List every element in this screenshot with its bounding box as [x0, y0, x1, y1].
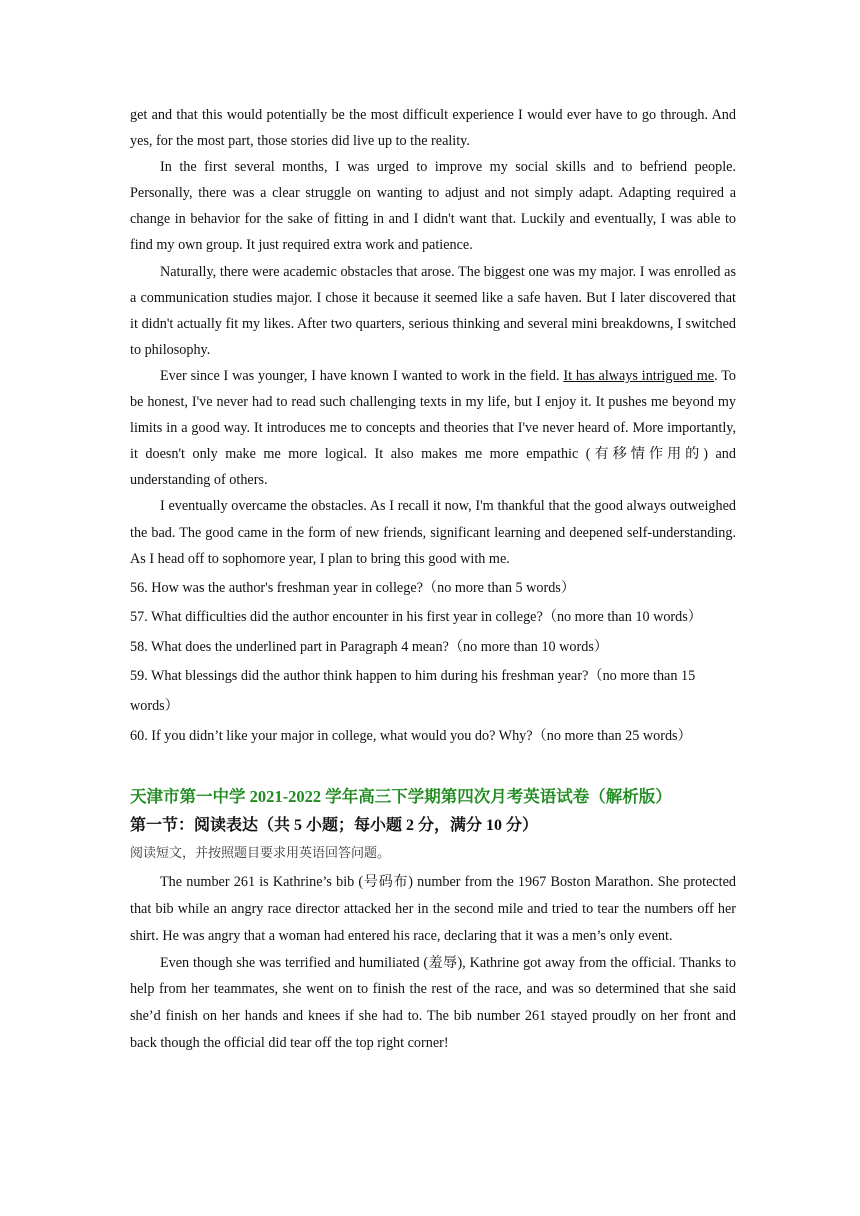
- document-page: [130, 102, 736, 1057]
- question-60: 60. If you didn’t like your major in college, what would you do? Why?（no more than 25 words）: [130, 727, 692, 744]
- paragraph-4-text-end: . To be honest, I've never had to read such challenging texts in my life, but I enjoy it. It pushes me beyond my limits in a good way. It introduces me to concepts and theories that I've never heard of. More importantly, it doesn't only make me more logical. It also makes me more empathic (有移情作用的) and understanding of others.: [130, 367, 737, 489]
- question-list: [130, 574, 736, 752]
- passage2-paragraph-2: Even though she was terrified and humiliated (羞辱), Kathrine got away from the official. Thanks to help from her teammates, she went on to finish the rest of the race, and was so determined that she said she’d finish on her hands and knees if she had to. The bib number 261 stayed proudly on her front and back though the official did tear off the top right corner!: [130, 954, 736, 1052]
- passage1-paragraph-4: [130, 363, 736, 493]
- underlined-phrase: It has always intrigued me: [563, 367, 715, 384]
- instruction-text: 阅读短文，并按照题目要求用英语回答问题。: [130, 846, 391, 862]
- passage1-paragraph-5: I eventually overcame the obstacles. As I recall it now, I'm thankful that the good always outweighed the bad. The good came in the form of new friends, significant learning and deepened self-understanding. As I head off to sophomore year, I plan to bring this good with me.: [130, 498, 736, 567]
- question-59: 59. What blessings did the author think happen to him during his freshman year?（no more than 15 words）: [130, 668, 696, 715]
- passage2-paragraph-1: The number 261 is Kathrine’s bib (号码布) number from the 1967 Boston Marathon. She protected that bib while an angry race director attacked her in the second mile and tried to tear the numbers off her shirt. He was angry that a woman had entered his race, declaring that it was a men’s only event.: [130, 874, 736, 944]
- paragraph-4-text-start: Ever since I was younger, I have known I wanted to work in the field.: [160, 367, 564, 384]
- question-58: 58. What does the underlined part in Paragraph 4 mean?（no more than 10 words）: [130, 638, 609, 655]
- passage1-paragraph-1: get and that this would potentially be the most difficult experience I would ever have to go through. And yes, for the most part, those stories did live up to the reality.: [130, 107, 736, 150]
- question-57: 57. What difficulties did the author encounter in his first year in college?（no more than 10 words）: [130, 609, 702, 626]
- passage1-paragraph-2: In the first several months, I was urged to improve my social skills and to befriend people. Personally, there was a clear struggle on wanting to adjust and not simply adapt. Adapting required a change in behavior for the sake of fitting in and I didn't want that. Luckily and eventually, I was able to find my own group. It just required extra work and patience.: [130, 159, 736, 254]
- question-56: 56. How was the author's freshman year in college?（no more than 5 words）: [130, 579, 576, 596]
- section-title: 天津市第一中学 2021-2022 学年高三下学期第四次月考英语试卷（解析版）: [130, 787, 672, 807]
- passage1-paragraph-3: Naturally, there were academic obstacles that arose. The biggest one was my major. I was enrolled as a communication studies major. I chose it because it seemed like a safe haven. But I later discovered that it didn't actually fit my likes. After two quarters, serious thinking and several mini breakdowns, I switched to philosophy.: [130, 263, 736, 358]
- section-subtitle: 第一节：阅读表达（共 5 小题；每小题 2 分，满分 10 分）: [130, 817, 539, 835]
